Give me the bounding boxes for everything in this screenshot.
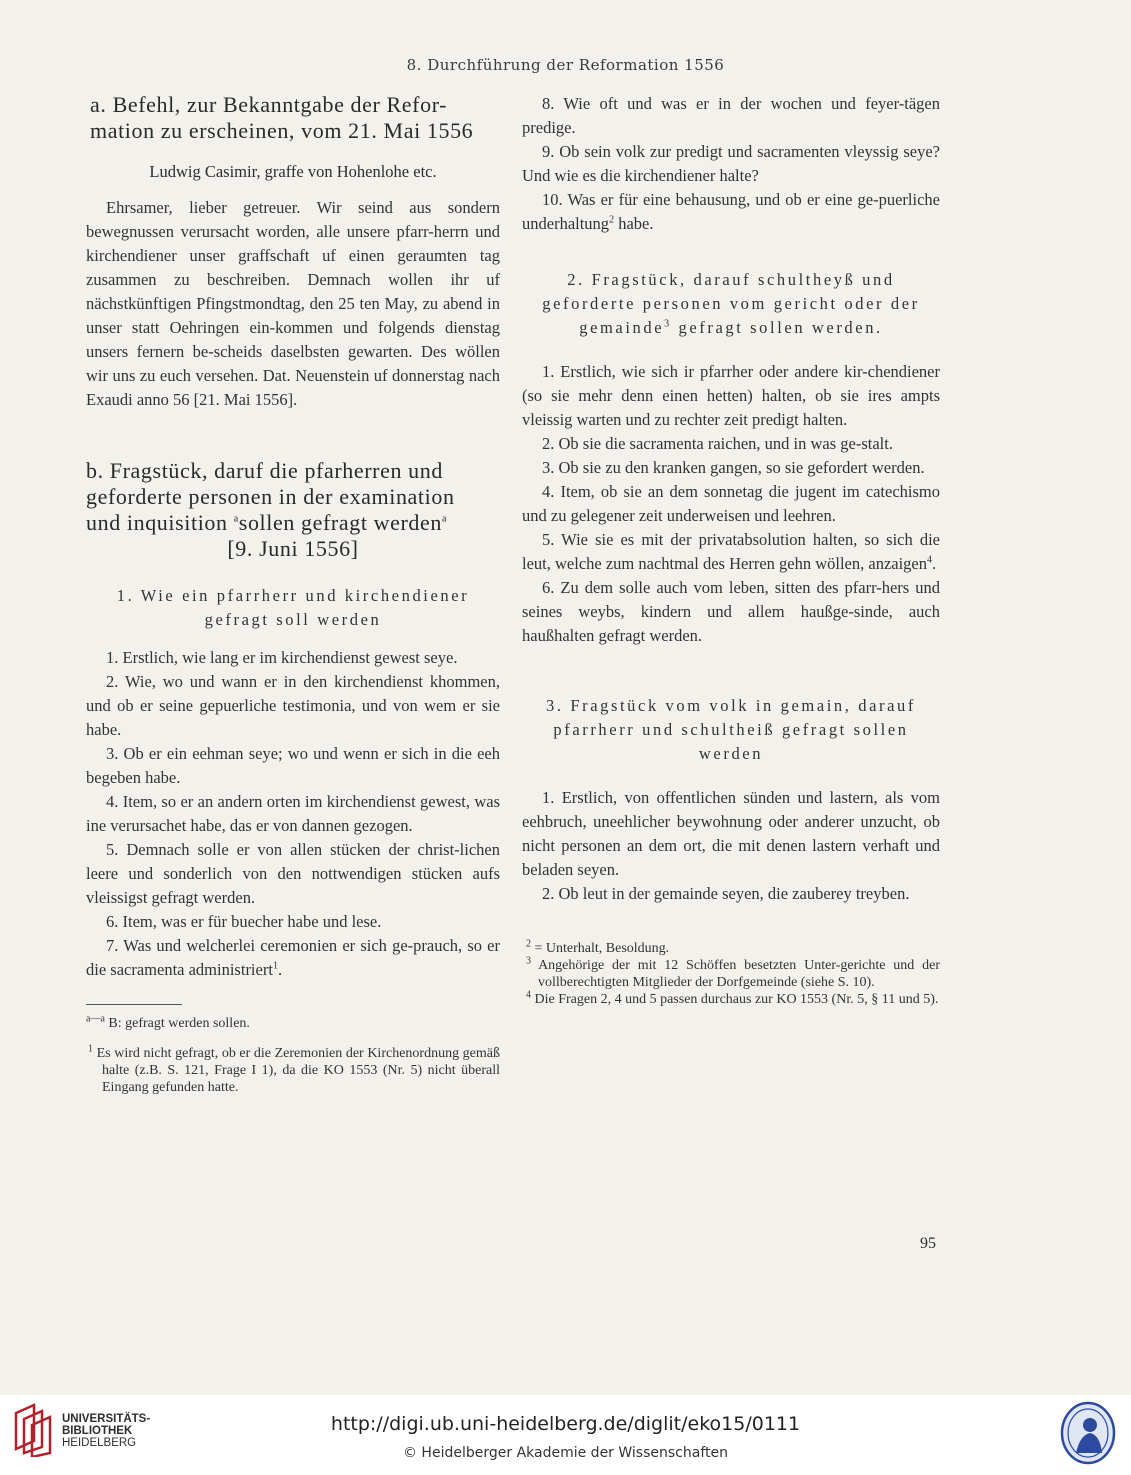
logo-line: BIBLIOTHEK (62, 1425, 133, 1437)
footnote-mark: 2 (526, 938, 531, 950)
permalink-url[interactable]: http://digi.ub.uni-heidelberg.de/diglit/eko15/0111 (330, 1413, 801, 1435)
subheading-2-line3 (522, 316, 940, 340)
list-item-end: . (932, 554, 937, 573)
footnote-marker: 2 (609, 214, 615, 226)
list-item-end: . (277, 960, 283, 979)
list-item-text: 7. Was und welcherlei ceremonien er sich ge-prauch, so er die sacramenta administriert (86, 936, 500, 979)
logo-line: HEIDELBERG (62, 1437, 137, 1449)
subheading-3-line2: pfarrherr und schultheiß gefragt sollen (553, 720, 909, 739)
subheading-2-line1: 2. Fragstück, darauf schultheyß und (567, 270, 895, 289)
list-item: 2. Wie, wo und wann er in den kirchendienst khommen, und ob er seine gepuerliche testimonia, und von wem er sie habe. (86, 672, 500, 739)
subheading-2-line3-post: gefragt sollen werden. (671, 318, 883, 337)
footnote-marker: 3 (664, 318, 672, 330)
footnote-mark: 4 (526, 989, 531, 1001)
note-marker-a-open: a (233, 513, 239, 525)
footnotes-right (522, 940, 940, 1008)
note-marker-a-close: a (441, 513, 448, 525)
list-item: 1. Erstlich, wie lang er im kirchendienst gewest seye. (106, 648, 458, 667)
subheading-1 (86, 584, 500, 632)
heading-b-line3-pre: und inquisition (86, 510, 234, 535)
footnote-aa (86, 1015, 500, 1032)
list-item: 5. Demnach solle er von allen stücken der christ-lichen leere und sonderlich von den nottwendigen stücken aufs vleissigst gefragt werden. (86, 840, 500, 907)
list-item: 1. Erstlich, wie sich ir pfarrher oder andere kir-chendiener (so sie mehr denn einen hetten) halten, ob sie ires ampts vleissig warten und zu rechter zeit predigt halten. (522, 362, 940, 429)
list-item: 3. Ob er ein eehman seye; wo und wenn er sich in die eeh begeben habe. (86, 744, 500, 787)
footnote-text: Die Fragen 2, 4 und 5 passen durchaus zur KO 1553 (Nr. 5, § 11 und 5). (531, 992, 939, 1007)
list-item (522, 188, 940, 236)
list-item-end: habe. (614, 214, 654, 233)
list-item: 2. Ob leut in der gemainde seyen, die zauberey treyben. (542, 884, 910, 903)
heading-b-line3-mid: sollen gefragt werden (238, 510, 442, 535)
right-column (522, 92, 940, 1008)
heading-b-line3 (86, 510, 500, 536)
heading-a-line2: mation zu erscheinen, vom 21. Mai 1556 (90, 118, 474, 143)
list-item: 6. Item, was er für buecher habe und lese. (106, 912, 382, 931)
footnote-mark: 3 (526, 955, 531, 967)
list-item: 3. Ob sie zu den kranken gangen, so sie gefordert werden. (542, 458, 925, 477)
question-list-2 (522, 360, 940, 648)
sender-line: Ludwig Casimir, graffe von Hohenlohe etc. (149, 162, 437, 181)
list-item (522, 528, 940, 576)
footnote-1 (86, 1045, 500, 1096)
viewer-footer (0, 1395, 1131, 1475)
heading-b-line1: b. Fragstück, daruf die pfarherren und (86, 458, 443, 483)
subheading-2-line3-pre: gemainde (579, 318, 665, 337)
footnote-text: B: gefragt werden sollen. (104, 1016, 250, 1031)
list-item: 6. Zu dem solle auch vom leben, sitten des pfarr-hers und seines weybs, kindern und allem haußge-sinde, auch haußhalten gefragt werden. (522, 578, 940, 645)
footnote-text: = Unterhalt, Besoldung. (531, 941, 670, 956)
subheading-1-line2: gefragt soll werden (204, 610, 382, 629)
running-head: 8. Durchführung der Reformation 1556 (406, 56, 725, 74)
footnote-rule (86, 1004, 182, 1005)
copyright-notice: © Heidelberger Akademie der Wissenschaften (402, 1445, 728, 1461)
academy-seal-icon (1060, 1401, 1116, 1465)
list-item: 8. Wie oft und was er in der wochen und feyer-tägen predige. (522, 94, 940, 137)
footnote-mark: 1 (88, 1043, 93, 1055)
subheading-1-line1: 1. Wie ein pfarrherr und kirchendiener (116, 586, 470, 605)
list-item-text: 5. Wie sie es mit der privatabsolution halten, so sich die leut, welche zum nachtmal des Herren gehn wöllen, anzaigen (522, 530, 940, 573)
subheading-2 (522, 268, 940, 340)
list-item: 4. Item, so er an andern orten im kirchendienst gewest, was ine verursachet habe, das er von dannen gezogen. (86, 792, 500, 835)
left-column (86, 92, 500, 1096)
footnote-marker: 4 (927, 554, 932, 566)
question-list-1-cont (522, 92, 940, 236)
heading-b-line2: geforderte personen in der examination (86, 484, 455, 509)
logo-line: UNIVERSITÄTS- (62, 1413, 151, 1425)
list-item: 1. Erstlich, von offentlichen sünden und lastern, als vom eehbruch, uneehlicher beywohnung oder anderer unzucht, ob nicht personen an dem ort, die mit denen lastern verhaft und beladen seyen. (522, 788, 940, 879)
list-item-text: 10. Was er für eine behausung, und ob er eine ge-puerliche underhaltung (522, 190, 940, 233)
list-item: 9. Ob sein volk zur predigt und sacramenten vleyssig seye? Und wie es die kirchendiener halte? (522, 142, 940, 185)
question-list-3 (522, 786, 940, 906)
footnote-text: Es wird nicht gefragt, ob er die Zeremonien der Kirchenordnung gemäß halte (z.B. S. 121, Frage I 1), da die KO 1553 (Nr. 5) nicht überall Eingang gefunden hatte. (93, 1046, 500, 1095)
page-number: 95 (920, 1235, 936, 1252)
heading-b (86, 458, 500, 562)
footnote-4 (526, 991, 940, 1008)
heading-b-date: [9. Juni 1556] (227, 536, 359, 561)
list-item: 4. Item, ob sie an dem sonnetag die jugent im catechismo und zu gelegener zeit underweisen und leehren. (522, 482, 940, 525)
list-item: 2. Ob sie die sacramenta raichen, und in was ge-stalt. (542, 434, 893, 453)
heading-a-line1: a. Befehl, zur Bekanntgabe der Refor- (90, 92, 448, 117)
subheading-3-line1: 3. Fragstück vom volk in gemain, darauf (546, 696, 916, 715)
footnote-mark: a—a (86, 1013, 105, 1025)
list-item (86, 934, 500, 982)
footnote-3 (526, 957, 940, 991)
question-list-1 (86, 646, 500, 982)
subheading-3-line3: werden (698, 744, 764, 763)
letter-paragraph: Ehrsamer, lieber getreuer. Wir seind aus sondern bewegnussen verursacht worden, alle unsere pfarr-herrn und kirchendiener unser graffschaft uf einen geraumten tag zusammen zu beschreiben. Demnach wollen ihr uf nächstkünftigen Pfingstmondtag, den 25 ten May, zu abend in unser statt Oehringen ein-kommen und folgends dienstag unsers fernern be-scheids daselbsten gewarten. Des wöllen wir uns zu euch versehen. Dat. Neuenstein uf donnerstag nach Exaudi anno 56 [21. Mai 1556]. (86, 198, 500, 409)
footnote-text: Angehörige der mit 12 Schöffen besetzten Unter-gerichte und der vollberechtigten Mitglieder der Dorfgemeinde (siehe S. 10). (531, 958, 940, 990)
heading-a (90, 92, 500, 144)
footnote-marker: 1 (272, 960, 278, 972)
subheading-3 (522, 694, 940, 766)
footnote-2 (526, 940, 940, 957)
subheading-2-line2: geforderte personen vom gericht oder der (542, 294, 920, 313)
